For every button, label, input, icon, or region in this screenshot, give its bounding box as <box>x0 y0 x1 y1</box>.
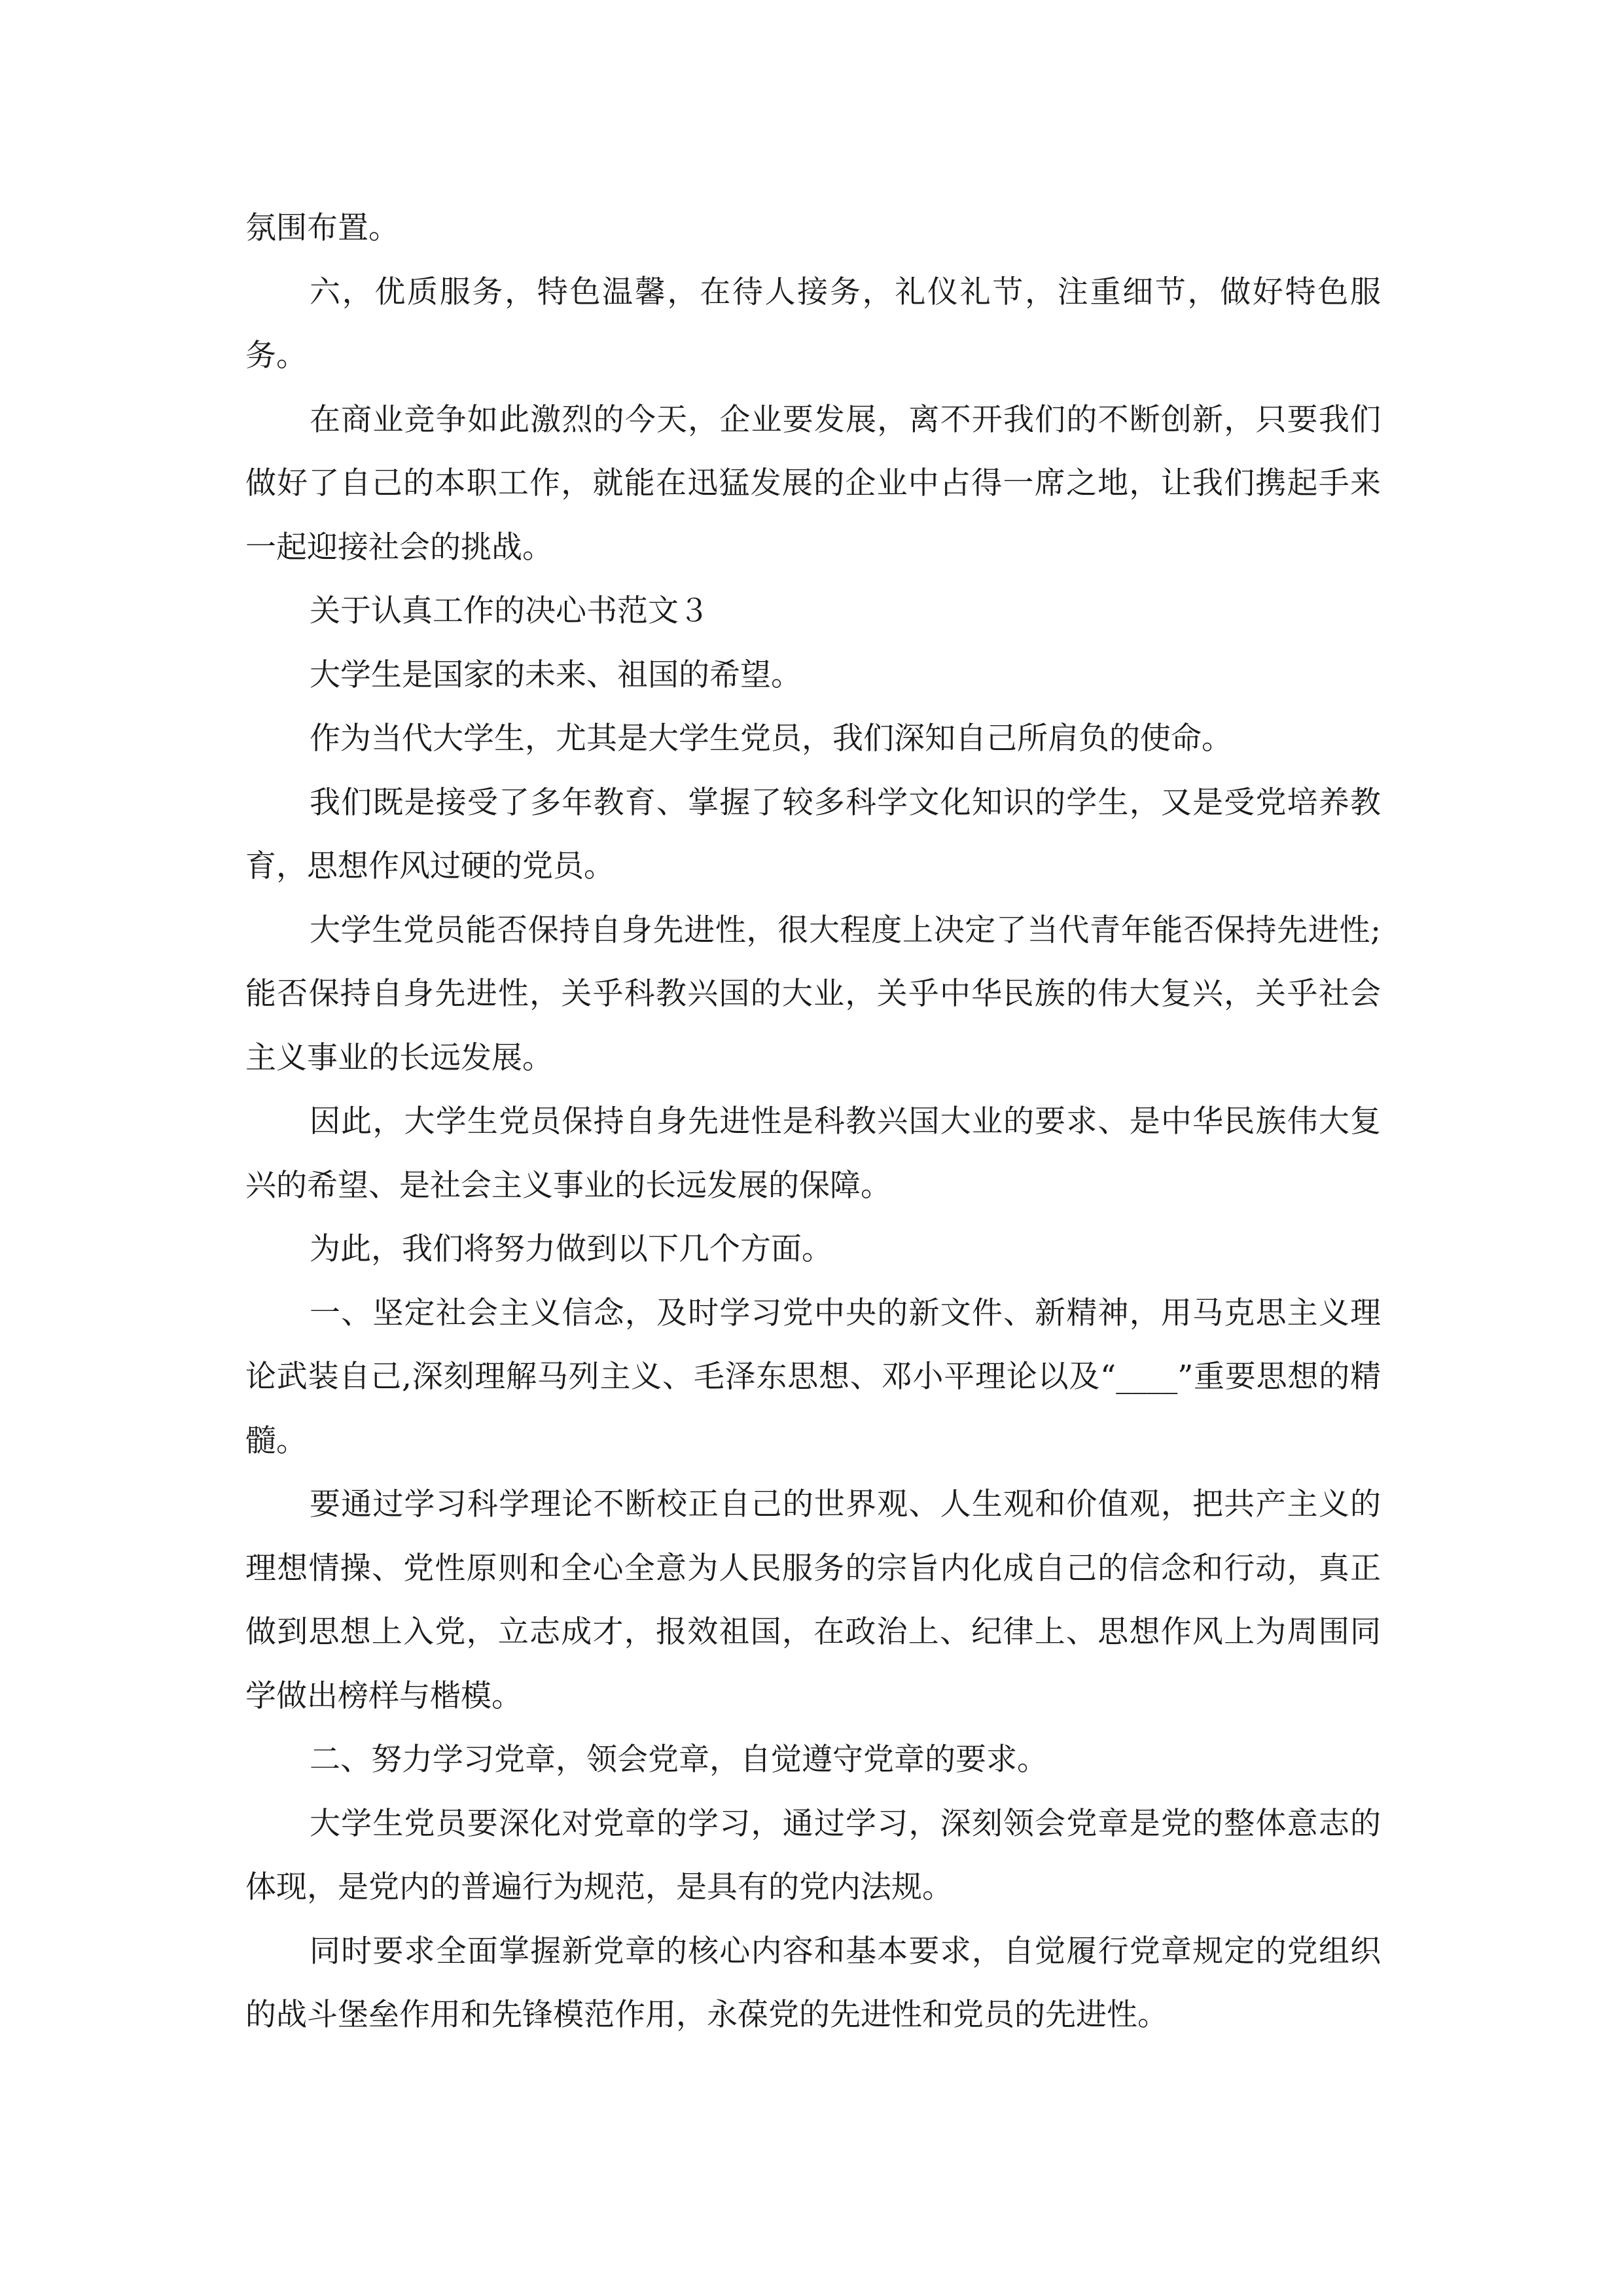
list-item-two: 二、努力学习党章，领会党章，自觉遵守党章的要求。 <box>310 1742 1048 1778</box>
paragraph: 在商业竞争如此激烈的今天，企业要发展，离不开我们的不断创新，只要我们做好了自己的本职工作，就能在迅猛发展的企业中占得一席之地，让我们携起手来一起迎接社会的挑战。 <box>245 401 1381 565</box>
paragraph: 作为当代大学生，尤其是大学生党员，我们深知自己所肩负的使命。 <box>310 721 1232 757</box>
paragraph: 为此，我们将努力做到以下几个方面。 <box>310 1231 832 1267</box>
paragraph: 大学生是国家的未来、祖国的希望。 <box>310 656 802 693</box>
list-item-one: 一、坚定社会主义信念，及时学习党中央的新文件、新精神，用马克思主义理论武装自己,深刻理解马列主义、毛泽东思想、邓小平理论以及“____”重要思想的精髓。 <box>245 1295 1381 1459</box>
paragraph: 六，优质服务，特色温馨，在待人接务，礼仪礼节，注重细节，做好特色服务。 <box>245 274 1381 374</box>
paragraph-continuation: 氛围布置。 <box>245 210 399 246</box>
paragraph: 大学生党员能否保持自身先进性，很大程度上决定了当代青年能否保持先进性;能否保持自身先进性，关乎科教兴国的大业，关乎中华民族的伟大复兴，关乎社会主义事业的长远发展。 <box>245 912 1381 1076</box>
paragraph: 同时要求全面掌握新党章的核心内容和基本要求，自觉履行党章规定的党组织的战斗堡垒作用和先锋模范作用，永葆党的先进性和党员的先进性。 <box>245 1933 1381 2033</box>
section-heading: 关于认真工作的决心书范文３ <box>310 593 709 629</box>
paragraph: 因此，大学生党员保持自身先进性是科教兴国大业的要求、是中华民族伟大复兴的希望、是社会主义事业的长远发展的保障。 <box>245 1103 1381 1204</box>
paragraph: 大学生党员要深化对党章的学习，通过学习，深刻领会党章是党的整体意志的体现，是党内的普遍行为规范，是具有的党内法规。 <box>245 1805 1381 1905</box>
paragraph: 要通过学习科学理论不断校正自己的世界观、人生观和价值观，把共产主义的理想情操、党性原则和全心全意为人民服务的宗旨内化成自己的信念和行动，真正做到思想上入党，立志成才，报效祖国，在政治上、纪律上、思想作风上为周围同学做出榜样与楷模。 <box>245 1486 1381 1714</box>
document-body <box>245 196 1381 2047</box>
paragraph: 我们既是接受了多年教育、掌握了较多科学文化知识的学生，又是受党培养教育，思想作风过硬的党员。 <box>245 784 1381 884</box>
